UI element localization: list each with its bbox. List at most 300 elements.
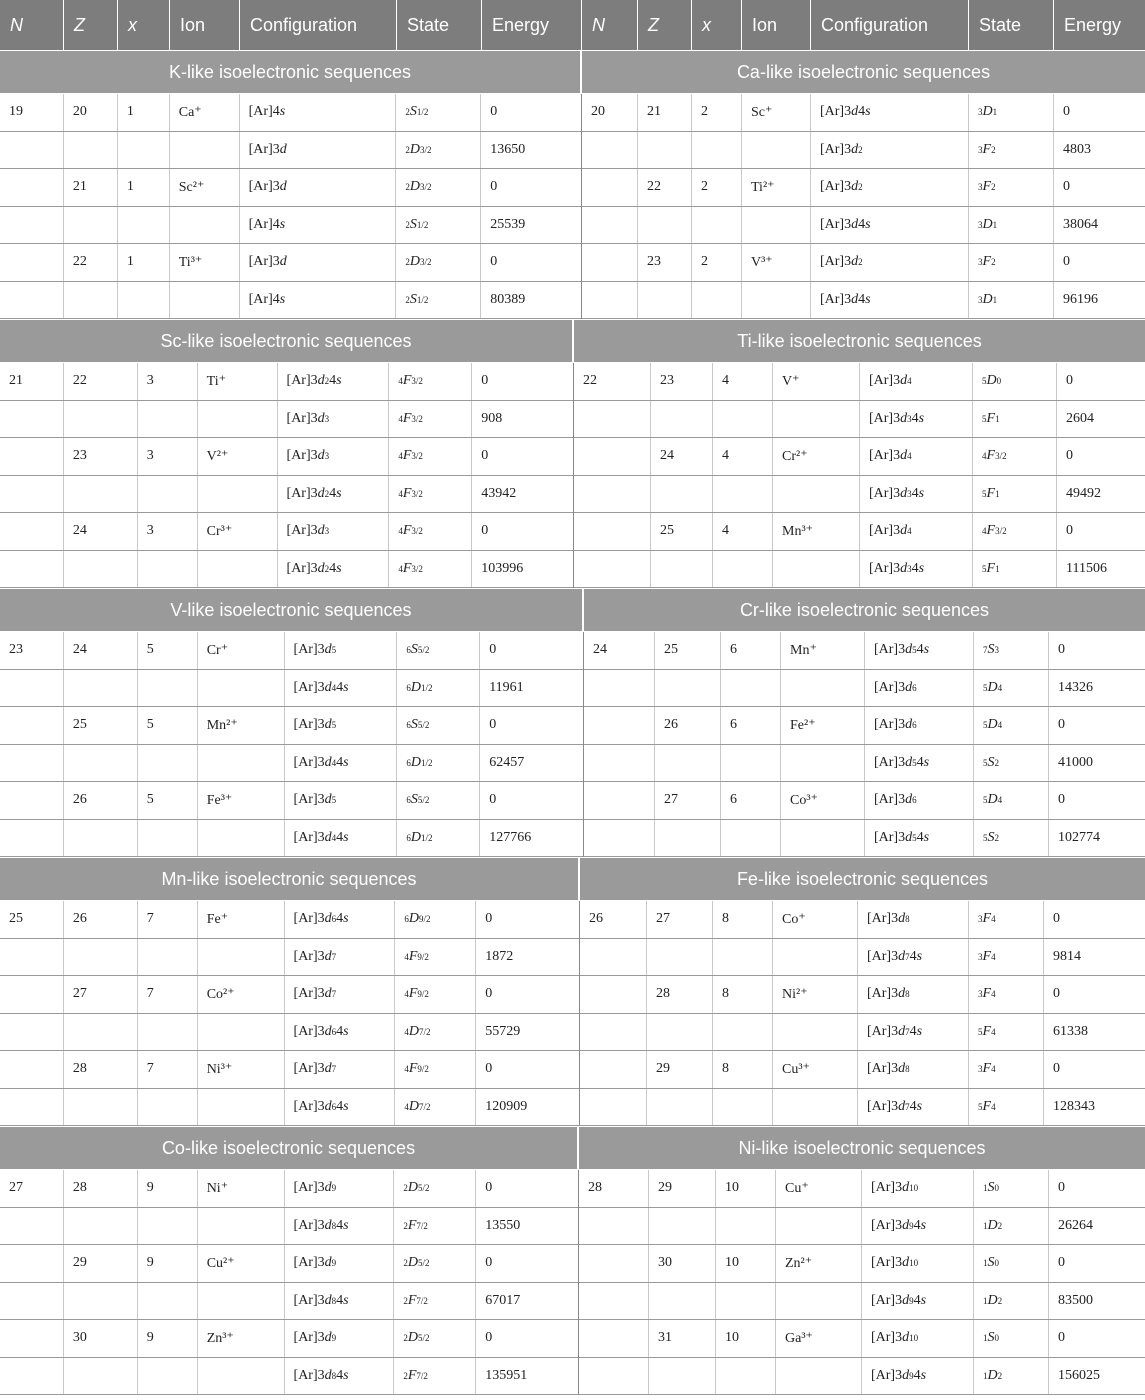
cell-energy: 0 [1066, 523, 1073, 539]
cell-n [0, 401, 64, 438]
section-block [0, 632, 1145, 857]
table-row [0, 363, 573, 401]
cell-z [64, 551, 138, 588]
cell-state: 1 D 2 [974, 1358, 1049, 1395]
cell-state: 4 F 9/2 [395, 1051, 476, 1088]
cell-ion [776, 1283, 862, 1320]
table-row [0, 1320, 578, 1358]
cell-state: 1 S 0 [974, 1245, 1049, 1282]
cell-n [0, 707, 64, 744]
cell-z: 20 [64, 94, 118, 131]
cell-config: [Ar]3 d 6 4 s [285, 1014, 396, 1051]
cell-state: 3 D 1 [969, 94, 1054, 131]
cell-n [0, 551, 64, 588]
cell-energy: 128343 [1053, 1098, 1095, 1114]
section-title-bar [0, 50, 1145, 94]
cell-x [138, 820, 198, 857]
cell-z: 24 [64, 632, 138, 669]
section-title: K-like isoelectronic sequences [0, 51, 582, 93]
cell-ion: Co²⁺ [198, 976, 285, 1013]
cell-ion: Ti³⁺ [170, 244, 240, 281]
section-half-right [574, 363, 1145, 588]
section-title: Ni-like isoelectronic sequences [738, 1137, 986, 1158]
cell-ion [170, 282, 240, 319]
cell-n [0, 282, 64, 319]
cell-energy: 0 [485, 1255, 493, 1271]
cell-state: 2 F 7/2 [394, 1283, 476, 1320]
cell-energy: 43942 [481, 485, 517, 501]
cell-x: 8 [713, 1051, 773, 1088]
cell-z [64, 1089, 138, 1126]
cell-state: 2 D 3/2 [396, 132, 481, 169]
cell-config: [Ar]3 d 3 [278, 401, 390, 438]
section-half-right [584, 632, 1145, 857]
cell-z: 21 [64, 169, 118, 206]
cell-config: [Ar]3 d 8 4 s [285, 1358, 395, 1395]
cell-state: 1 S 0 [974, 1170, 1049, 1207]
table-row [582, 94, 1145, 132]
cell-config: [Ar]3 d 6 4 s [285, 901, 396, 938]
cell-n: 24 [584, 632, 655, 669]
cell-energy: 0 [1058, 1255, 1065, 1271]
column-header-n: N [0, 0, 64, 50]
table-row [0, 670, 583, 708]
cell-config: [Ar]3 d 5 4 s [865, 820, 974, 857]
cell-state: 6 D 1/2 [397, 745, 480, 782]
cell-state: 6 D 1/2 [397, 820, 480, 857]
cell-state: 1 S 0 [974, 1320, 1049, 1357]
cell-ion [198, 1014, 285, 1051]
cell-z: 29 [647, 1051, 713, 1088]
cell-z [651, 401, 713, 438]
cell-ion [781, 670, 865, 707]
table-row [0, 476, 573, 514]
cell-config: [Ar]3 d 7 4 s [858, 1089, 969, 1126]
table-row [0, 401, 573, 439]
cell-ion [170, 132, 240, 169]
cell-config: [Ar]3 d 5 [285, 632, 398, 669]
cell-n [584, 782, 655, 819]
cell-ion: V⁺ [773, 363, 860, 400]
cell-x [138, 670, 198, 707]
cell-z: 25 [651, 513, 713, 550]
cell-ion: Ti²⁺ [742, 169, 811, 206]
cell-config: [Ar]3 d 3 [278, 513, 390, 550]
cell-config: [Ar]3 d 9 [285, 1245, 395, 1282]
column-header-ion: Ion [742, 0, 811, 50]
cell-config: [Ar]3 d 3 4 s [860, 551, 973, 588]
cell-energy: 80389 [490, 291, 526, 307]
cell-ion: Fe⁺ [198, 901, 285, 938]
cell-z [655, 820, 721, 857]
section-block [0, 901, 1145, 1126]
section-title: Co-like isoelectronic sequences [0, 1127, 579, 1169]
cell-config: [Ar]3 d 8 [858, 976, 969, 1013]
cell-z: 22 [64, 244, 118, 281]
section-title: V-like isoelectronic sequences [0, 589, 584, 631]
cell-n [0, 939, 64, 976]
cell-n [582, 132, 638, 169]
cell-z: 29 [649, 1170, 716, 1207]
table-row [582, 207, 1145, 245]
column-header-energy: Energy [482, 0, 582, 50]
cell-n: 21 [0, 363, 64, 400]
cell-n: 25 [0, 901, 64, 938]
cell-z [651, 476, 713, 513]
cell-state: 5 D 4 [974, 782, 1049, 819]
cell-config: [Ar]3 d 2 [811, 244, 969, 281]
cell-x: 5 [138, 782, 198, 819]
cell-z [649, 1208, 716, 1245]
table-row [580, 939, 1145, 977]
cell-state: 5 F 4 [969, 1014, 1044, 1051]
table-row [580, 901, 1145, 939]
column-header-state: State [397, 0, 482, 50]
cell-state: 1 D 2 [974, 1283, 1049, 1320]
cell-ion: Cr³⁺ [198, 513, 278, 550]
cell-config: [Ar]3 d 7 4 s [858, 1014, 969, 1051]
cell-energy: 13550 [485, 1217, 521, 1233]
cell-energy: 55729 [485, 1023, 521, 1039]
cell-n [574, 401, 651, 438]
cell-state: 4 F 9/2 [395, 939, 476, 976]
table-row [579, 1320, 1145, 1358]
section-title: Ca-like isoelectronic sequences [736, 61, 991, 82]
cell-z [64, 939, 138, 976]
cell-z [64, 207, 118, 244]
table-row [0, 169, 581, 207]
cell-x [138, 1283, 198, 1320]
cell-x [138, 745, 198, 782]
table-row [574, 401, 1145, 439]
cell-state: 3 F 2 [969, 169, 1054, 206]
cell-ion [773, 476, 860, 513]
cell-x: 5 [138, 707, 198, 744]
table-row [0, 1208, 578, 1246]
cell-state: 2 F 7/2 [394, 1208, 476, 1245]
cell-energy: 0 [1066, 373, 1073, 389]
cell-ion: Ga³⁺ [776, 1320, 862, 1357]
cell-x [716, 1208, 776, 1245]
cell-ion [198, 1358, 285, 1395]
table-row [579, 1170, 1145, 1208]
cell-config: [Ar]3 d 3 [278, 438, 390, 475]
cell-x: 6 [721, 632, 781, 669]
table-row [0, 94, 581, 132]
cell-ion [198, 1089, 285, 1126]
table-row [0, 207, 581, 245]
cell-state: 2 S 1/2 [396, 207, 481, 244]
cell-z: 22 [638, 169, 692, 206]
cell-z [64, 745, 138, 782]
cell-config: [Ar]3 d 4 [860, 363, 973, 400]
cell-state: 3 F 4 [969, 901, 1044, 938]
cell-z [64, 401, 138, 438]
cell-n [580, 1089, 647, 1126]
cell-config: [Ar]3 d 9 [285, 1170, 395, 1207]
cell-x: 10 [716, 1320, 776, 1357]
cell-energy: 0 [485, 1330, 493, 1346]
cell-ion [198, 1208, 285, 1245]
cell-n [0, 1208, 64, 1245]
cell-ion [776, 1358, 862, 1395]
cell-x [713, 551, 773, 588]
cell-z: 29 [64, 1245, 138, 1282]
cell-config: [Ar]3 d 7 [285, 939, 396, 976]
cell-ion: Ni³⁺ [198, 1051, 285, 1088]
table-row [0, 707, 583, 745]
cell-n [582, 207, 638, 244]
table-row [0, 745, 583, 783]
cell-state: 5 D 4 [974, 707, 1049, 744]
cell-state: 7 S 3 [974, 632, 1049, 669]
cell-z [64, 1358, 138, 1395]
cell-n [0, 1283, 64, 1320]
cell-state: 6 D 1/2 [397, 670, 480, 707]
cell-x [138, 1358, 198, 1395]
cell-state: 4 F 3/2 [389, 363, 472, 400]
cell-x: 7 [138, 1051, 198, 1088]
cell-ion [773, 551, 860, 588]
table-row [584, 632, 1145, 670]
cell-x: 2 [692, 94, 742, 131]
cell-state: 2 F 7/2 [394, 1358, 476, 1395]
section-half-left [0, 1170, 579, 1395]
cell-ion: Mn³⁺ [773, 513, 860, 550]
cell-energy: 0 [481, 373, 489, 389]
table-row [574, 438, 1145, 476]
table-row [0, 939, 579, 977]
cell-energy: 120909 [485, 1098, 528, 1114]
cell-config: [Ar]3 d [240, 169, 397, 206]
cell-n [0, 438, 64, 475]
cell-x [118, 282, 170, 319]
cell-ion: Mn²⁺ [198, 707, 285, 744]
cell-ion: V³⁺ [742, 244, 811, 281]
cell-x [138, 401, 198, 438]
cell-n [0, 244, 64, 281]
cell-z [651, 551, 713, 588]
cell-energy: 96196 [1063, 291, 1098, 307]
table-row [574, 513, 1145, 551]
cell-ion: Fe²⁺ [781, 707, 865, 744]
cell-config: [Ar]3 d 5 [285, 782, 398, 819]
cell-state: 4 F 3/2 [389, 476, 472, 513]
cell-energy: 61338 [1053, 1023, 1088, 1039]
cell-energy: 0 [489, 642, 497, 658]
cell-z [649, 1283, 716, 1320]
cell-z [655, 670, 721, 707]
cell-ion [198, 476, 278, 513]
cell-state: 4 D 7/2 [395, 1089, 476, 1126]
cell-n [0, 820, 64, 857]
cell-x [713, 1014, 773, 1051]
cell-z: 25 [655, 632, 721, 669]
cell-z: 27 [64, 976, 138, 1013]
cell-state: 4 F 3/2 [389, 551, 472, 588]
cell-z: 23 [638, 244, 692, 281]
table-row [0, 551, 573, 589]
cell-z [64, 1014, 138, 1051]
cell-n [0, 169, 64, 206]
cell-state: 2 D 5/2 [394, 1170, 476, 1207]
cell-z: 26 [64, 782, 138, 819]
table-row [579, 1358, 1145, 1396]
cell-x: 9 [138, 1170, 198, 1207]
section-title: Ti-like isoelectronic sequences [737, 330, 982, 351]
cell-config: [Ar]3 d 2 [811, 132, 969, 169]
cell-ion [198, 670, 285, 707]
cell-n: 22 [574, 363, 651, 400]
cell-n [580, 939, 647, 976]
section-block [0, 1170, 1145, 1395]
cell-state: 3 F 2 [969, 244, 1054, 281]
table-row [0, 1358, 578, 1396]
cell-n: 23 [0, 632, 64, 669]
table-row [584, 670, 1145, 708]
table-row [574, 363, 1145, 401]
cell-state: 4 F 3/2 [973, 438, 1057, 475]
cell-ion: Ti⁺ [198, 363, 278, 400]
cell-energy: 0 [1063, 179, 1070, 195]
cell-n: 26 [580, 901, 647, 938]
column-header-n: N [582, 0, 638, 50]
table-row [0, 632, 583, 670]
cell-x: 3 [138, 513, 198, 550]
cell-config: [Ar]3 d 5 4 s [865, 632, 974, 669]
cell-x: 10 [716, 1170, 776, 1207]
cell-state: 6 D 9/2 [395, 901, 476, 938]
cell-config: [Ar]3 d 5 [285, 707, 398, 744]
cell-x: 9 [138, 1320, 198, 1357]
cell-state: 5 F 1 [973, 476, 1057, 513]
cell-ion [773, 1014, 858, 1051]
section-title-bar [0, 588, 1145, 632]
cell-z: 23 [64, 438, 138, 475]
cell-energy: 0 [1053, 986, 1060, 1002]
table-row [579, 1283, 1145, 1321]
cell-z: 26 [655, 707, 721, 744]
cell-x [138, 939, 198, 976]
cell-state: 3 F 2 [969, 132, 1054, 169]
cell-n [0, 670, 64, 707]
cell-z [638, 282, 692, 319]
cell-ion [742, 132, 811, 169]
cell-energy: 26264 [1058, 1217, 1093, 1233]
cell-x [713, 476, 773, 513]
table-row [0, 1283, 578, 1321]
cell-energy: 0 [490, 104, 498, 120]
cell-n [582, 244, 638, 281]
cell-config: [Ar]3 d 2 [811, 169, 969, 206]
table-row [580, 1089, 1145, 1127]
cell-energy: 156025 [1058, 1367, 1100, 1383]
cell-state: 4 F 3/2 [389, 401, 472, 438]
cell-energy: 0 [1063, 254, 1070, 270]
cell-state: 4 F 3/2 [389, 438, 472, 475]
cell-config: [Ar]3 d 8 4 s [285, 1208, 395, 1245]
cell-energy: 0 [489, 792, 497, 808]
cell-energy: 0 [1058, 1180, 1065, 1196]
cell-energy: 4803 [1063, 141, 1091, 157]
cell-config: [Ar]3 d 2 4 s [278, 476, 390, 513]
cell-x: 10 [716, 1245, 776, 1282]
cell-config: [Ar]3 d 4 s [811, 207, 969, 244]
cell-config: [Ar]3 d 6 [865, 707, 974, 744]
cell-z [649, 1358, 716, 1395]
cell-n [584, 820, 655, 857]
table-row [0, 782, 583, 820]
section-title: Sc-like isoelectronic sequences [0, 320, 574, 362]
cell-ion: Cu⁺ [776, 1170, 862, 1207]
cell-state: 5 F 4 [969, 1089, 1044, 1126]
cell-ion: Cu²⁺ [198, 1245, 285, 1282]
cell-config: [Ar]4 s [240, 94, 397, 131]
column-header-configuration: Configuration [811, 0, 969, 50]
cell-n [580, 1014, 647, 1051]
cell-energy: 83500 [1058, 1292, 1093, 1308]
cell-n [579, 1283, 649, 1320]
section-half-left [0, 901, 580, 1126]
cell-ion [773, 939, 858, 976]
section-half-left [0, 632, 584, 857]
cell-z [655, 745, 721, 782]
cell-n [574, 476, 651, 513]
section-title-bar [0, 319, 1145, 363]
table-row [580, 976, 1145, 1014]
table-row [582, 244, 1145, 282]
cell-n [0, 1358, 64, 1395]
cell-ion [781, 745, 865, 782]
cell-ion [170, 207, 240, 244]
cell-x: 4 [713, 363, 773, 400]
column-header-x: x [692, 0, 742, 50]
section-half-right [580, 901, 1145, 1126]
cell-config: [Ar]3 d 8 4 s [285, 1283, 395, 1320]
cell-state: 2 D 5/2 [394, 1245, 476, 1282]
cell-x: 3 [138, 363, 198, 400]
cell-x [118, 207, 170, 244]
cell-n [0, 1245, 64, 1282]
table-row [582, 132, 1145, 170]
cell-ion: Fe³⁺ [198, 782, 285, 819]
cell-energy: 13650 [490, 141, 526, 157]
cell-x [721, 670, 781, 707]
cell-config: [Ar]3 d 2 4 s [278, 363, 390, 400]
table-row [574, 551, 1145, 589]
cell-state: 6 S 5/2 [397, 782, 480, 819]
table-row [0, 438, 573, 476]
table-row [580, 1051, 1145, 1089]
cell-config: [Ar]4 s [240, 282, 397, 319]
cell-energy: 25539 [490, 216, 526, 232]
table-row [582, 169, 1145, 207]
table-row [0, 1051, 579, 1089]
cell-energy: 0 [1053, 1061, 1060, 1077]
cell-state: 5 D 0 [973, 363, 1057, 400]
cell-energy: 0 [489, 717, 497, 733]
cell-ion [773, 401, 860, 438]
cell-energy: 0 [481, 448, 489, 464]
cell-energy: 135951 [485, 1367, 528, 1383]
cell-ion: Cr²⁺ [773, 438, 860, 475]
cell-x [713, 939, 773, 976]
cell-x [721, 820, 781, 857]
cell-x: 1 [118, 244, 170, 281]
cell-config: [Ar]3 d 4 s [811, 94, 969, 131]
cell-z: 22 [64, 363, 138, 400]
cell-n: 28 [579, 1170, 649, 1207]
